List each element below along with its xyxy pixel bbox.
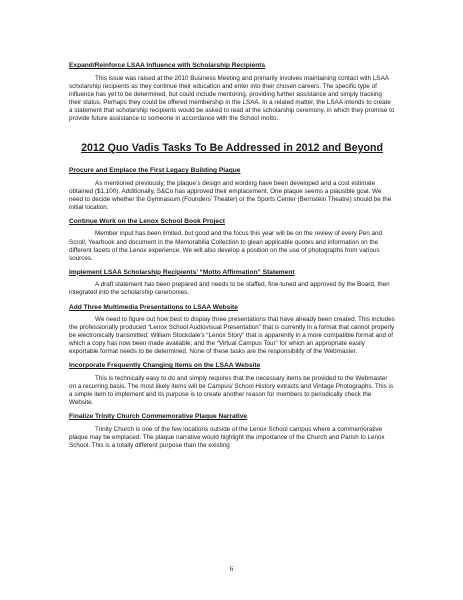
task-heading-motto-affirmation: Implement LSAA Scholarship Recipients’ “Motto Affirmation” Statement (69, 268, 295, 276)
section-paragraph-scholarship-influence: This issue was raised at the 2010 Business Meeting and primarily involves maintaining contact with LSAA scholarship recipients as they continue their education and enter into their chosen careers. The specific type of influence has yet to be determined, but could include mentoring, providing further assistance and simply tracking their status. Perhaps they could be offered membership in the LSAA. In a related matter, the LSAA intends to create a statement that scholarship recipients would be asked to read at the scholarship ceremony, in which they promise to provide future assistance to someone in accordance with the School motto. (69, 74, 395, 122)
task-paragraph-legacy-plaque: As mentioned previously, the plaque’s design and wording have been developed and a cost estimate obtained ($1,100). Additionally, S&Co has approved their emplacement. One plaque seems a plausible goal. We need to decide whether the Gymnasium (Founders’ Theater) or the Sports Center (Bernstein Theatre) should be the initial location. (69, 179, 392, 211)
task-paragraph-multimedia: We need to figure out how best to display three presentations that have already been created. This includes the professionally produced “Lenox School Audiovisual Presentation” that is currently in a format that cannot properly be electronically transmitted; William Stockdale’s “Lenox Story” that is apparently in a more compatible format and of which a copy has now been made available; and the “Virtual Campus Tour” for which an appropriate easily exportable format needs to be determined. None of these tasks are the responsibility of the Webmaster. (69, 316, 395, 356)
section-heading-scholarship-influence: Expand/Reinforce LSAA Influence with Scholarship Recipients (69, 62, 266, 69)
task-heading-legacy-plaque: Procure and Emplace the First Legacy Building Plaque (69, 167, 241, 175)
task-heading-book-project: Continue Work on the Lenox School Book Project (69, 217, 225, 225)
page-number: 6 (229, 565, 234, 573)
task-heading-multimedia: Add Three Multimedia Presentations to LSAA Website (69, 303, 238, 311)
task-paragraph-book-project: Member input has been limited, but good and the focus this year will be on the review of every Pen and Scroll, Yearbook and document in the Memorabilia Collection to glean applicable quotes and information on the different facets of the Lenox experience. We will also develop a position on the use of photographs from various sources. (69, 230, 383, 262)
task-heading-trinity-church: Finalize Trinity Church Commemorative Plaque Narrative (69, 413, 248, 421)
page-title: 2012 Quo Vadis Tasks To Be Addressed in 2012 and Beyond (81, 142, 383, 155)
task-heading-website-items: Incorporate Frequently Changing Items on the LSAA Website (69, 362, 261, 370)
task-paragraph-trinity-church: Trinity Church is one of the few locations outside of the Lenox School campus where a commemorative plaque may be emplaced. The plaque narrative would highlight the importance of the Church and Parish to Lenox School. This is a totally different purpose than the existing (69, 425, 385, 450)
task-paragraph-motto-affirmation: A draft statement has been prepared and needs to be staffed, fine-tuned and approved by the Board, then integrated into the scholarship ceremonies. (69, 281, 390, 297)
task-paragraph-website-items: This is technically easy to do and simply requires that the necessary items be provided to the Webmaster on a recurring basis. The most likely items will be Campus/ School History extracts and Vintage Photographs. This is a simple item to implement and its purpose is to create another reason for members to periodically check the Website. (69, 374, 394, 407)
page-content (69, 62, 395, 456)
